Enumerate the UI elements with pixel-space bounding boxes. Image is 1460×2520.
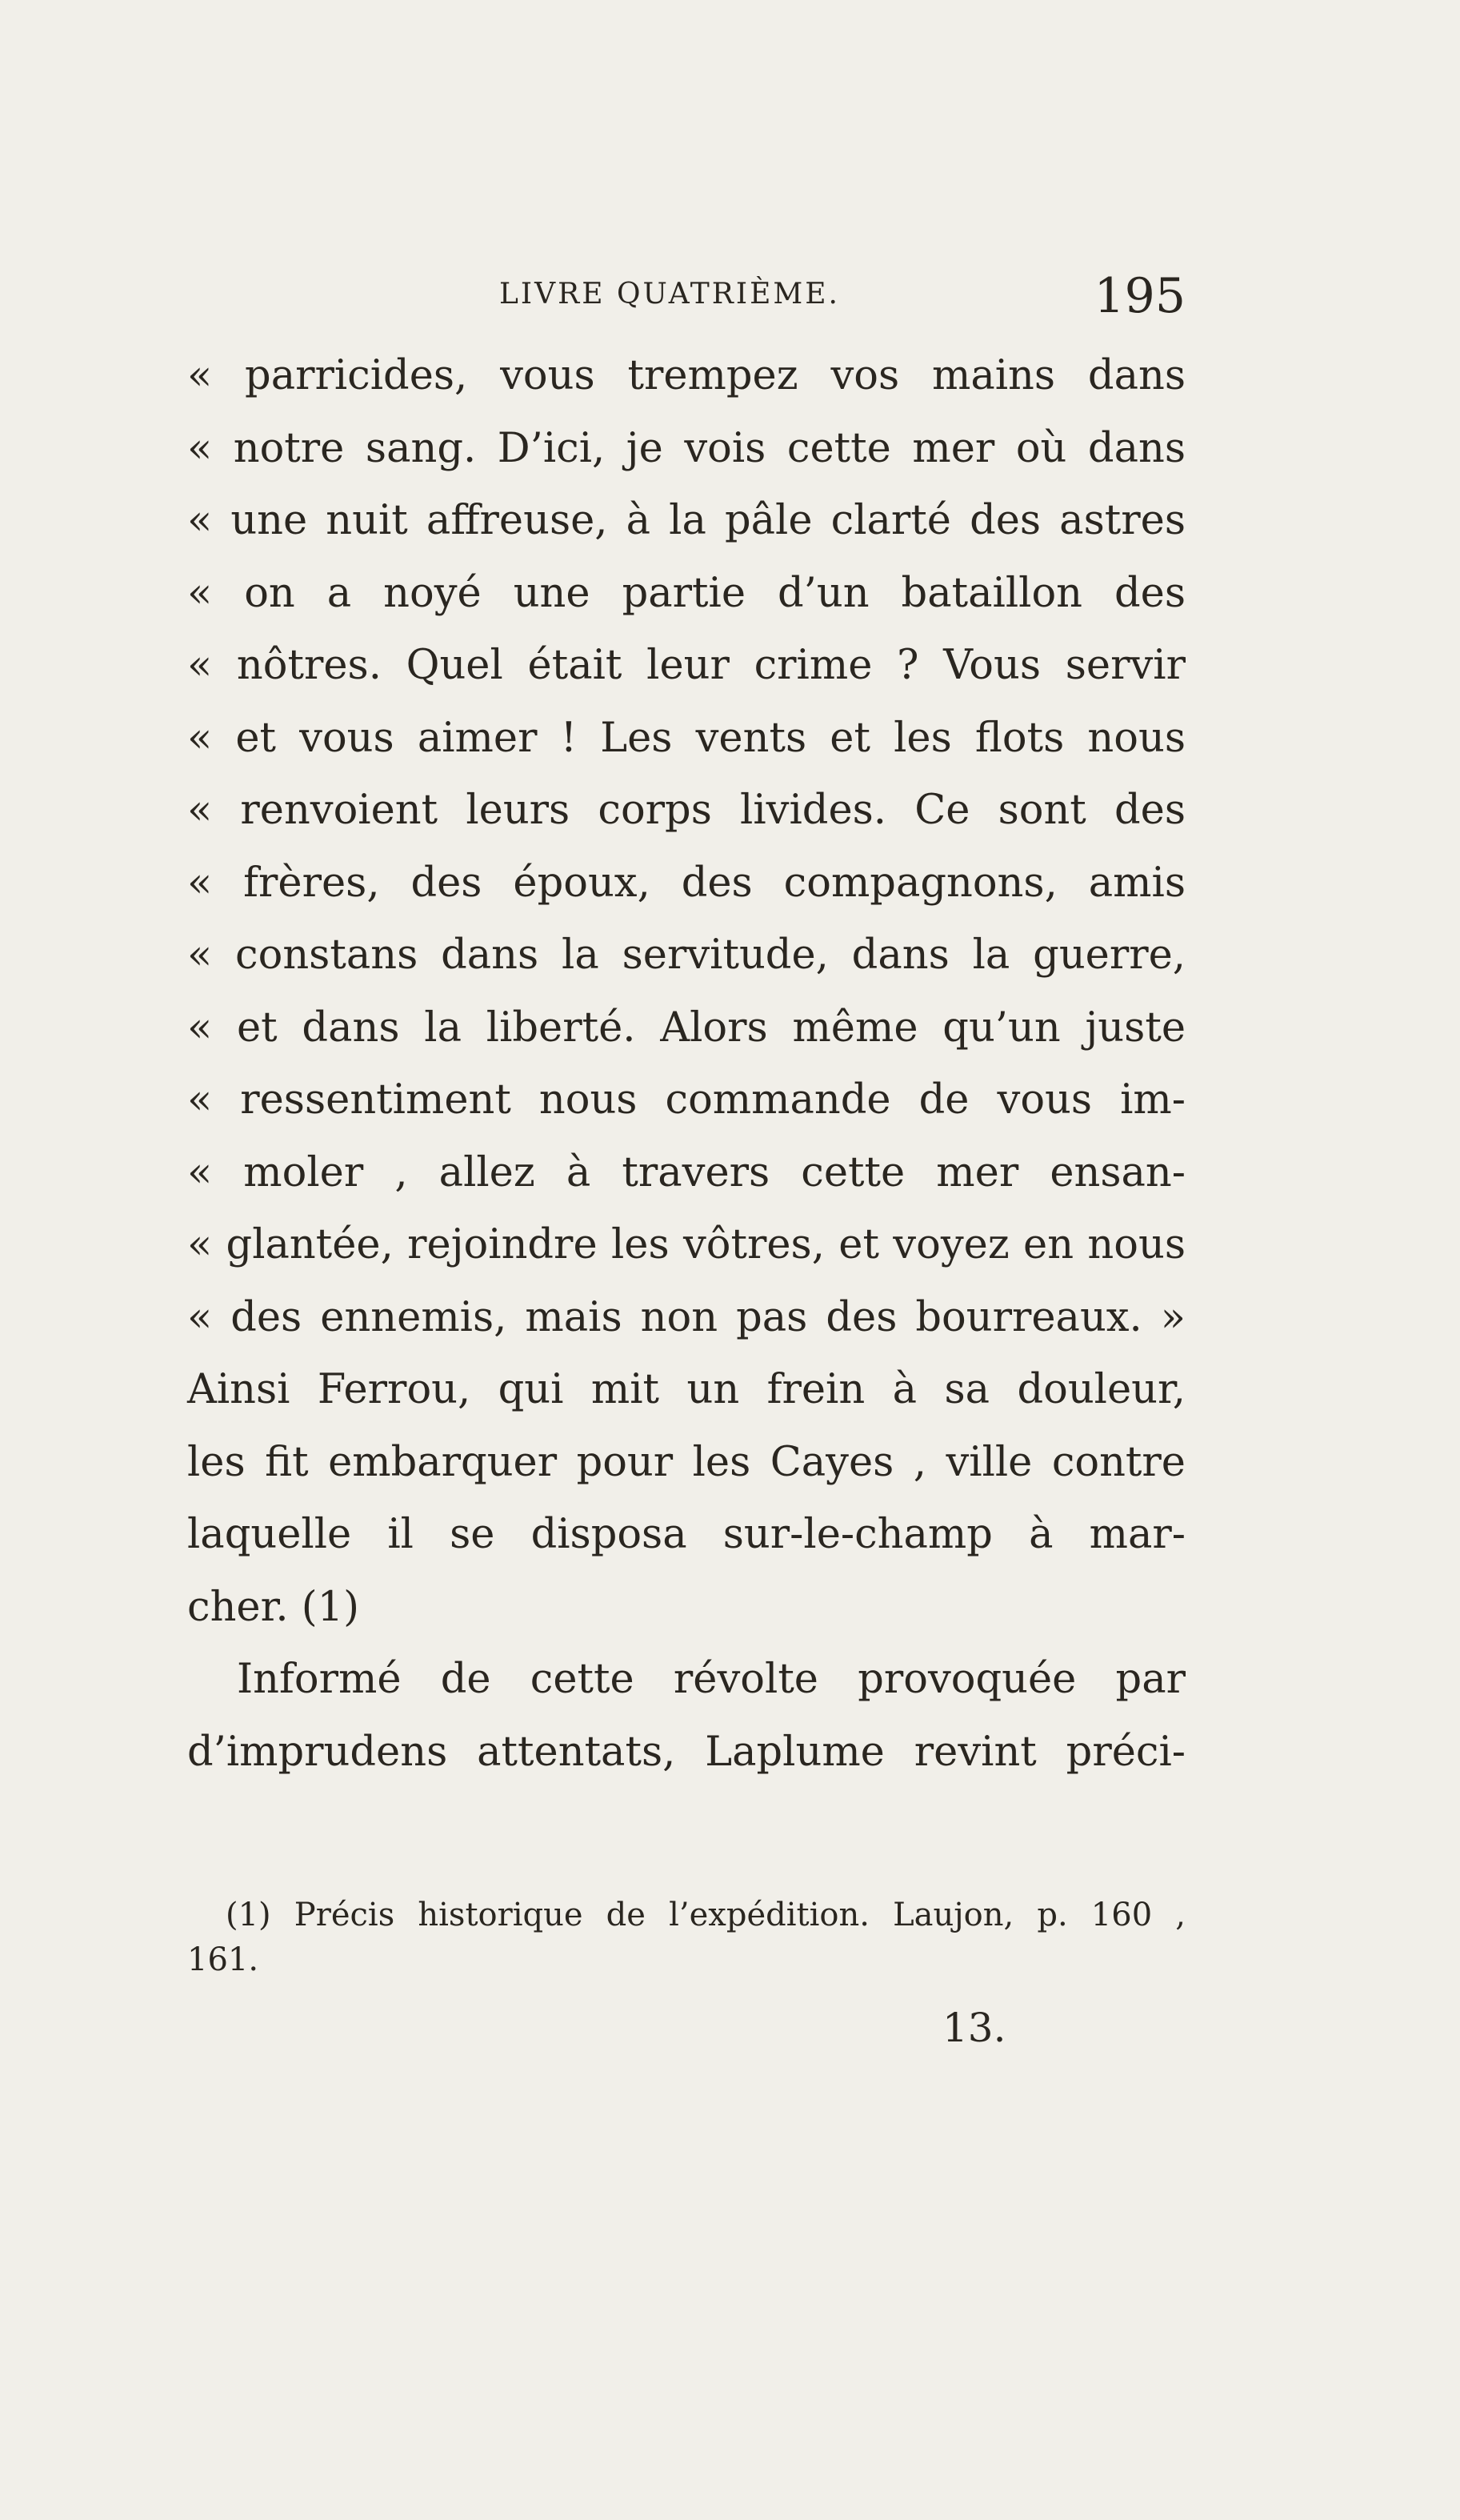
text-line: « glantée, rejoindre les vôtres, et voyez en nous — [187, 1221, 1186, 1268]
text-line: « et dans la liberté. Alors même qu’un juste — [187, 1004, 1186, 1052]
text-line: « on a noyé une partie d’un bataillon des — [187, 569, 1186, 617]
text-line: les fit embarquer pour les Cayes , ville contre — [187, 1438, 1186, 1486]
signature-mark: 13. — [942, 2005, 1006, 2051]
text-line: « renvoient leurs corps livides. Ce sont des — [187, 787, 1186, 834]
text-line: « et vous aimer ! Les vents et les flots nous — [187, 714, 1186, 762]
text-line: cher. (1) — [187, 1583, 360, 1631]
text-line: d’imprudens attentats, Laplume revint préci- — [187, 1728, 1186, 1776]
page-header — [187, 268, 1186, 332]
text-line: « constans dans la servitude, dans la guerre, — [187, 931, 1186, 979]
footnote — [187, 1893, 1186, 1982]
page-number: 195 — [1094, 268, 1186, 324]
running-title: LIVRE QUATRIÈME. — [499, 278, 840, 310]
text-line: « nôtres. Quel était leur crime ? Vous servir — [187, 642, 1186, 689]
text-line: « des ennemis, mais non pas des bourreaux. » — [187, 1293, 1186, 1341]
text-line: « moler , allez à travers cette mer ensan- — [187, 1148, 1186, 1196]
text-line: « ressentiment nous commande de vous im- — [187, 1076, 1186, 1124]
text-line: « frères, des époux, des compagnons, amis — [187, 859, 1186, 907]
text-line: Informé de cette révolte provoquée par — [237, 1656, 1186, 1703]
text-line: « une nuit affreuse, à la pâle clarté des astres — [187, 497, 1186, 544]
text-line: Ainsi Ferrou, qui mit un frein à sa douleur, — [187, 1366, 1186, 1413]
text-line: « notre sang. D’ici, je vois cette mer où dans — [187, 424, 1186, 472]
body-text — [187, 340, 1186, 1789]
text-line: « parricides, vous trempez vos mains dans — [187, 352, 1186, 399]
text-line: laquelle il se disposa sur-le-champ à mar- — [187, 1511, 1186, 1558]
footnote-line: (1) Précis historique de l’expédition. Laujon, p. 160 , — [226, 1897, 1186, 1933]
footnote-line: 161. — [187, 1941, 259, 1978]
